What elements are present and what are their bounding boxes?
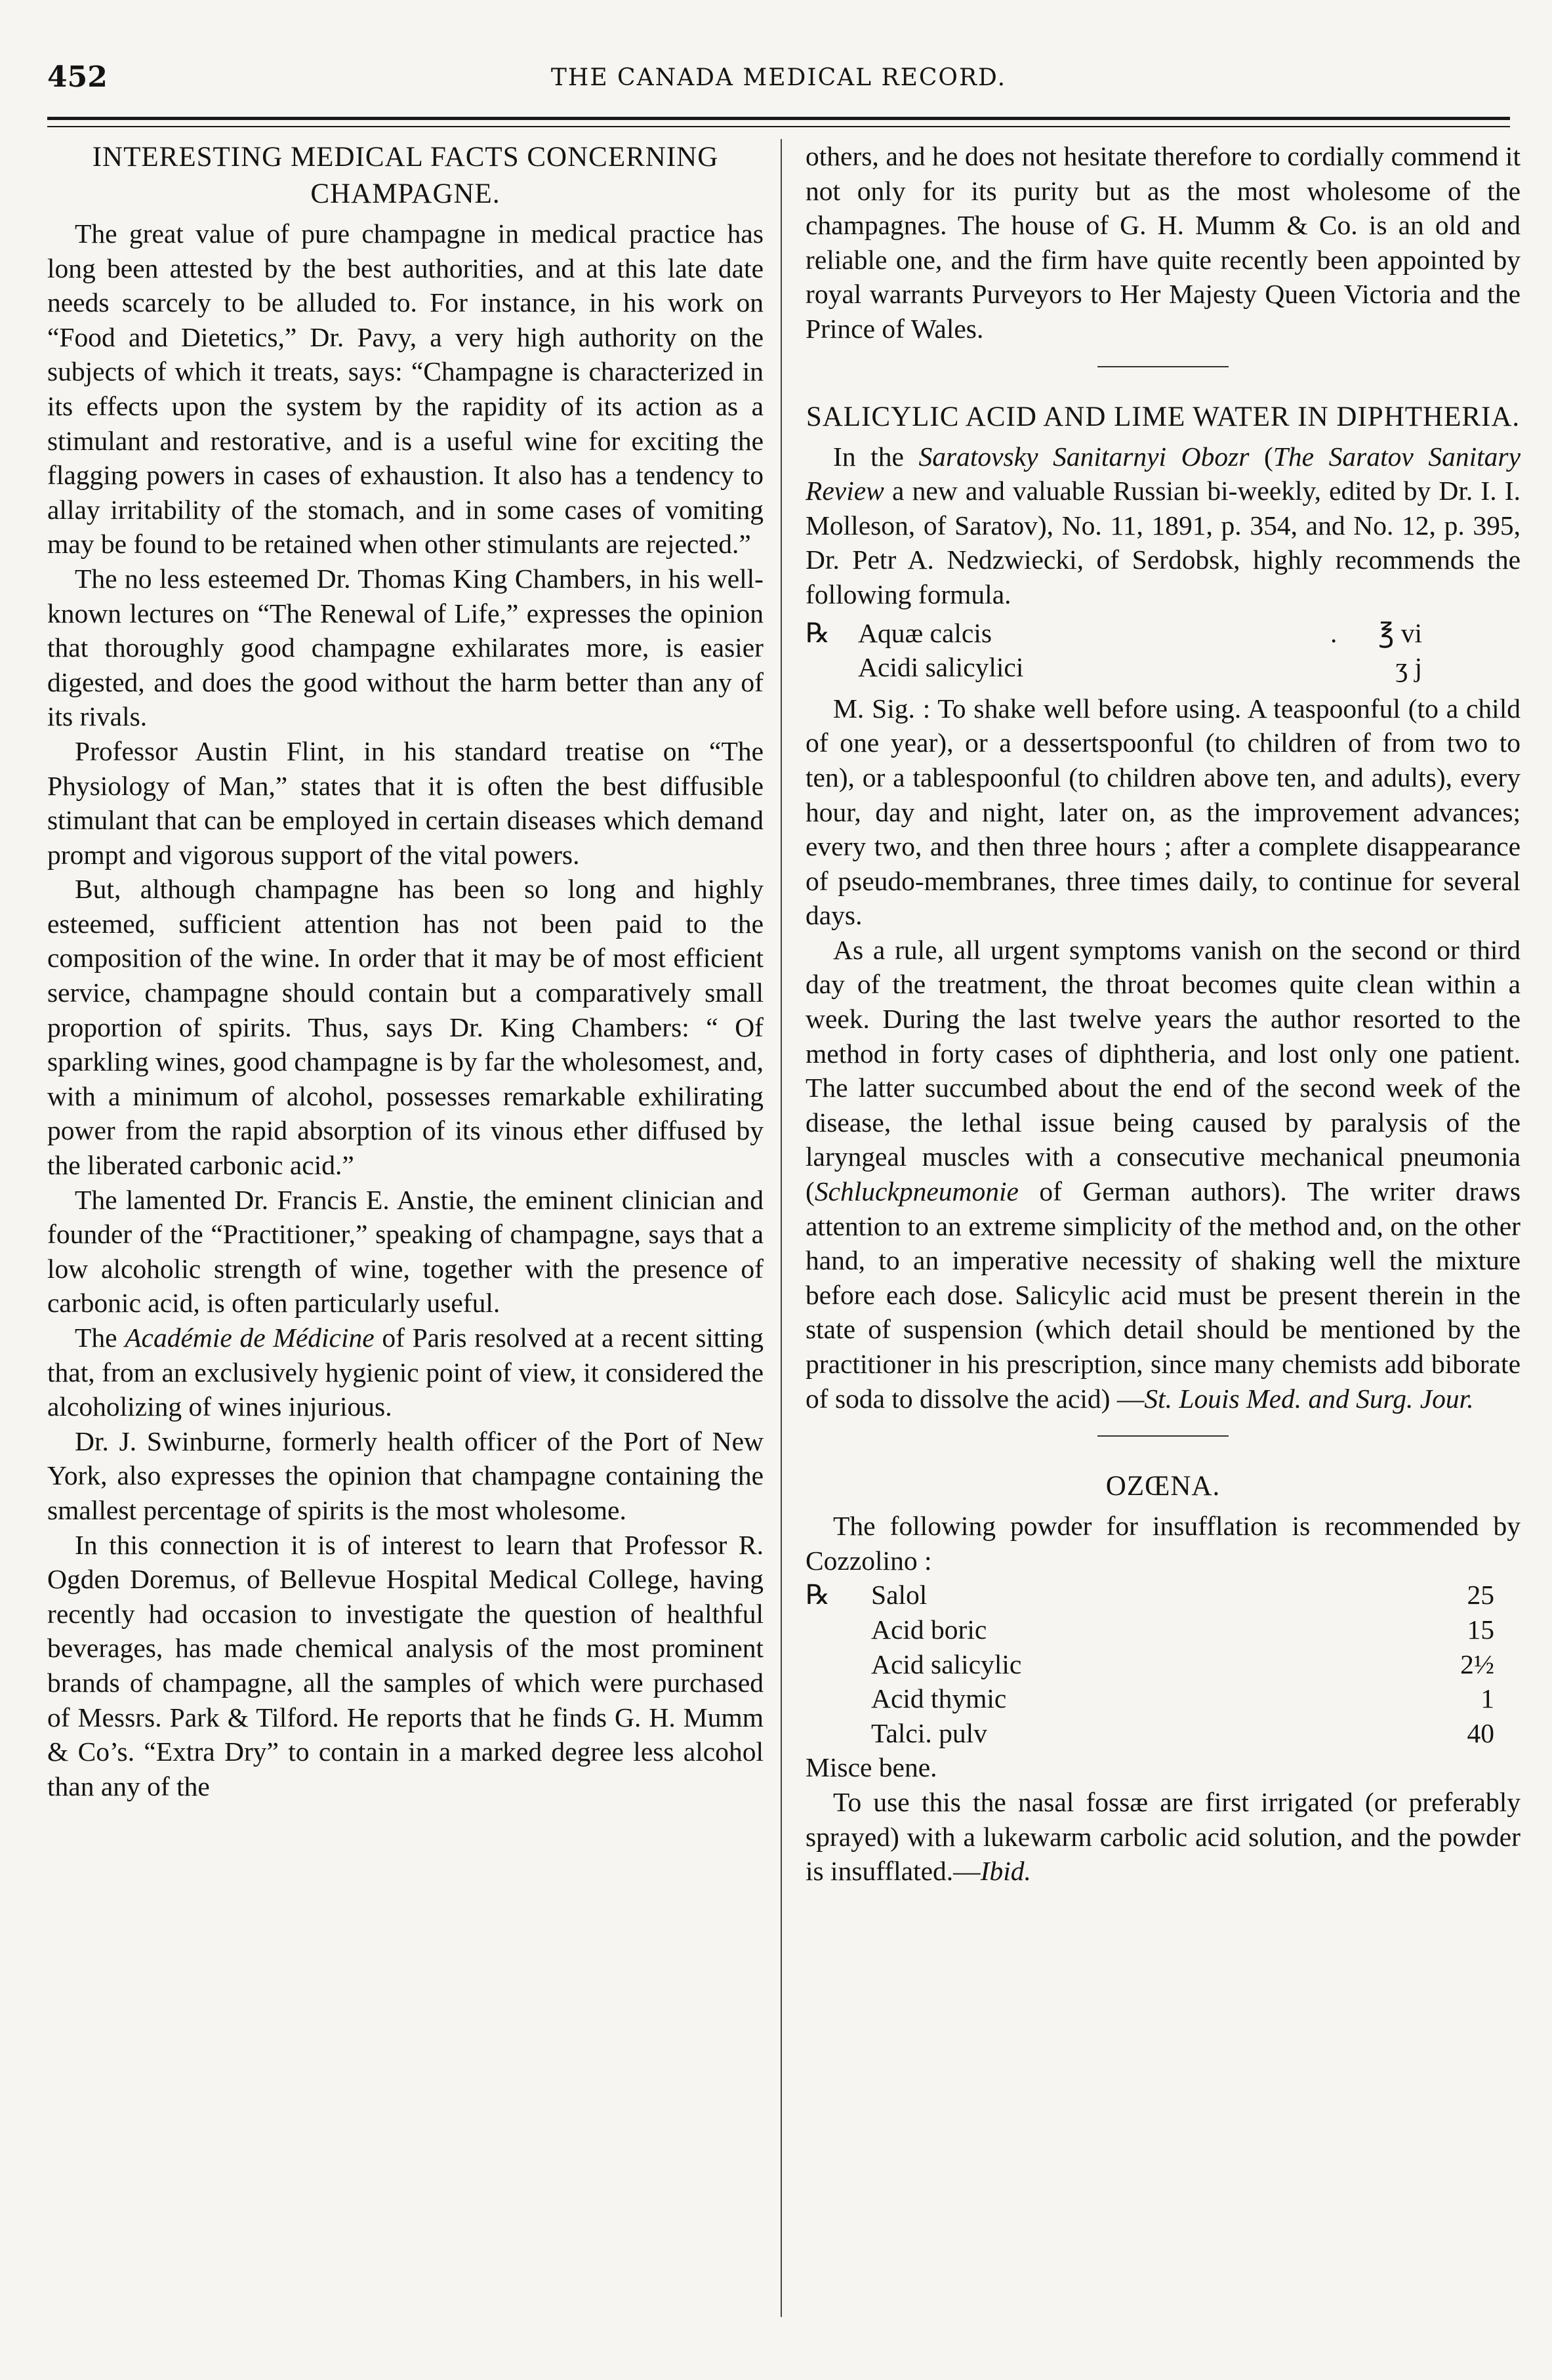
- paragraph-usage: [806, 1785, 1521, 1889]
- formula-row: [806, 650, 1521, 685]
- section-rule: [1097, 1435, 1229, 1437]
- source-citation: Ibid.: [980, 1856, 1031, 1887]
- text: In the: [833, 441, 919, 472]
- italic-text: Académie de Médicine: [125, 1323, 375, 1353]
- text: a new and valuable Russian bi-weekly, edited by Dr. I. I. Molleson, of Saratov), No. 11, 1891, p. 354, and No. 12, p. 395, Dr. Petr A. Nedzwiecki, of Serdobsk, highly recommends the following formula.: [806, 476, 1521, 609]
- text: of German authors). The writer draws attention to an extreme simplicity of the method and, on the other hand, to an imperative necessity of shaking well the mixture before each dose. Salicylic acid must be present therein in the state of suspension (which detail should be mentioned by the practitioner in his prescription, since many chemists add biborate of soda to dissolve the acid) —: [806, 1176, 1521, 1414]
- paragraph-intro: [806, 440, 1521, 612]
- paragraph: The great value of pure champagne in medical practice has long been attested by the best authorities, and at this late date needs scarcely to be alluded to. For instance, in his work on “Food and Dietetics,” Dr. Pavy, a very high authority on the subjects of which it treats, says: “Champagne is characterized in its effects upon the system by the rapidity of its action as a stimulant and restorative, and is a useful wine for exciting the flagging powers in cases of exhaustion. It also has a tendency to allay irritability of the stomach, and in some cases of vomiting may be found to be retained when other stimulants are rejected.”: [47, 218, 764, 560]
- formula-dot: .: [1330, 617, 1338, 648]
- article-title-champagne: INTERESTING MEDICAL FACTS CONCERNING CHAMPAGNE.: [92, 142, 719, 209]
- right-column: [806, 139, 1521, 1889]
- paragraph: The lamented Dr. Francis E. Anstie, the eminent clinician and founder of the “Practitioner,” speaking of champagne, says that a low alcoholic strength of wine, together with the presence of carbonic acid, is often particularly useful.: [47, 1184, 764, 1319]
- ingredient-name: Acid salicylic: [871, 1649, 1022, 1679]
- formula-dose: ʒ j: [1395, 652, 1422, 683]
- paragraph: Professor Austin Flint, in his standard treatise on “The Physiology of Man,” states that it is often the best diffusible stimulant that can be employed in certain diseases which demand prompt and vigorous support of the vital powers.: [47, 735, 764, 870]
- ingredient-amount: 25: [1467, 1580, 1494, 1611]
- ingredient-row: [806, 1681, 1521, 1716]
- ingredient-list: [806, 1578, 1521, 1750]
- page-header: [47, 60, 1510, 113]
- formula-row: [806, 616, 1521, 651]
- text: To use this the nasal fossæ are first irrigated (or preferably sprayed) with a lukewarm carbolic acid solution, and the powder is insufflated.—: [806, 1786, 1521, 1887]
- prescription-formula: [806, 616, 1521, 685]
- ingredient-amount: 1: [1481, 1683, 1494, 1714]
- formula-dose: ℥ vi: [1378, 617, 1422, 648]
- header-rule-thick: [47, 117, 1510, 120]
- source-citation: St. Louis Med. and Surg. Jour.: [1144, 1383, 1474, 1414]
- page-number: 452: [47, 60, 108, 94]
- column-divider: [781, 139, 782, 2317]
- ingredient-name: Acid boric: [871, 1614, 987, 1645]
- section-rule: [1097, 366, 1229, 367]
- ingredient-amount: 15: [1467, 1614, 1494, 1645]
- formula-drug: Aquæ calcis: [858, 617, 992, 648]
- article-title-ozaena: OZŒNA.: [1105, 1471, 1221, 1502]
- recipe-symbol: ℞: [806, 1580, 830, 1611]
- paragraph-directions: M. Sig. : To shake well before using. A teaspoonful (to a child of one year), or a dessertspoonful (to children of from two to ten), or a tablespoonful (to children above ten, and adults), every hour, day and night, later on, as the improvement advances; every two, and then three hours ; after a complete disappearance of pseudo-membranes, three times daily, to continue for several days.: [806, 693, 1521, 931]
- paragraph-continuation: others, and he does not hesitate therefore to cordially commend it not only for its purity but as the most wholesome of the champagnes. The house of G. H. Mumm & Co. is an old and reliable one, and the firm have quite recently been appointed by royal warrants Purveyors to Her Majesty Queen Victoria and the Prince of Wales.: [806, 141, 1521, 344]
- italic-text: Saratovsky Sanitarnyi Obozr: [918, 441, 1250, 472]
- ingredient-name: Talci. pulv: [871, 1717, 987, 1748]
- paragraph-academie: [47, 1321, 764, 1424]
- paragraph-swinburne: Dr. J. Swinburne, formerly health officer of the Port of New York, also expresses the opinion that champagne containing the smallest percentage of spirits is the most wholesome.: [47, 1426, 764, 1525]
- text: (: [1249, 441, 1273, 472]
- ingredient-amount: 2½: [1460, 1649, 1494, 1679]
- ingredient-name: Salol: [871, 1580, 928, 1611]
- recipe-symbol: ℞: [806, 617, 830, 648]
- running-head: THE CANADA MEDICAL RECORD.: [550, 64, 1007, 91]
- text: of Paris resolved at a recent sitting that, from an exclusively hygienic point of view, it considered the alcoholizing of wines injurious.: [47, 1323, 764, 1422]
- misce-line: Misce bene.: [806, 1752, 937, 1783]
- ingredient-row: [806, 1647, 1521, 1682]
- ingredient-row: [806, 1612, 1521, 1647]
- formula-drug: Acidi salicylici: [858, 652, 1024, 683]
- article-title-salicylic: SALICYLIC ACID AND LIME WATER IN DIPHTHERIA.: [806, 401, 1521, 432]
- paragraph-rule: [806, 933, 1521, 1416]
- italic-text: Schluckpneumonie: [814, 1176, 1019, 1207]
- ingredient-name: Acid thymic: [871, 1683, 1007, 1714]
- ingredient-amount: 40: [1467, 1717, 1494, 1748]
- paragraph: But, although champagne has been so long and highly esteemed, sufficient attention has not been paid to the composition of the wine. In order that it may be of most efficient service, champagne should contain but a comparatively small proportion of spirits. Thus, says Dr. King Chambers: “ Of sparkling wines, good champagne is by far the wholesomest, and, with a minimum of alcohol, possesses remarkable exhilirating power from the rapid absorption of its vinous ether diffused by the liberated carbonic acid.”: [47, 874, 764, 1181]
- ingredient-row: [806, 1578, 1521, 1612]
- paragraph: The no less esteemed Dr. Thomas King Chambers, in his well-known lectures on “The Renewal of Life,” expresses the opinion that thoroughly good champagne exhilarates more, is easier digested, and does the good without the harm better than any of its rivals.: [47, 563, 764, 732]
- paragraph-intro: The following powder for insufflation is recommended by Cozzolino :: [806, 1511, 1521, 1576]
- ingredient-row: [806, 1716, 1521, 1751]
- left-column: [47, 139, 764, 1803]
- italic-text: The Saratov Sanitary Review: [806, 441, 1521, 506]
- paragraph-doremus: In this connection it is of interest to learn that Professor R. Ogden Doremus, of Bellevue Hospital Medical College, having recently had occasion to investigate the question of healthful beverages, has made chemical analysis of the most prominent brands of champagne, all the samples of which were purchased of Messrs. Park & Tilford. He reports that he finds G. H. Mumm & Co’s. “Extra Dry” to contain in a marked degree less alcohol than any of the: [47, 1529, 764, 1801]
- header-rule-thin: [47, 126, 1510, 127]
- text: The: [75, 1323, 125, 1353]
- text: As a rule, all urgent symptoms vanish on the second or third day of the treatment, the throat becomes quite clean within a week. During the last twelve years the author resorted to the method in forty cases of diphtheria, and lost only one patient. The latter succumbed about the end of the second week of the disease, the lethal issue being caused by paralysis of the laryngeal muscles with a consecutive mechanical pneumonia (: [806, 934, 1521, 1207]
